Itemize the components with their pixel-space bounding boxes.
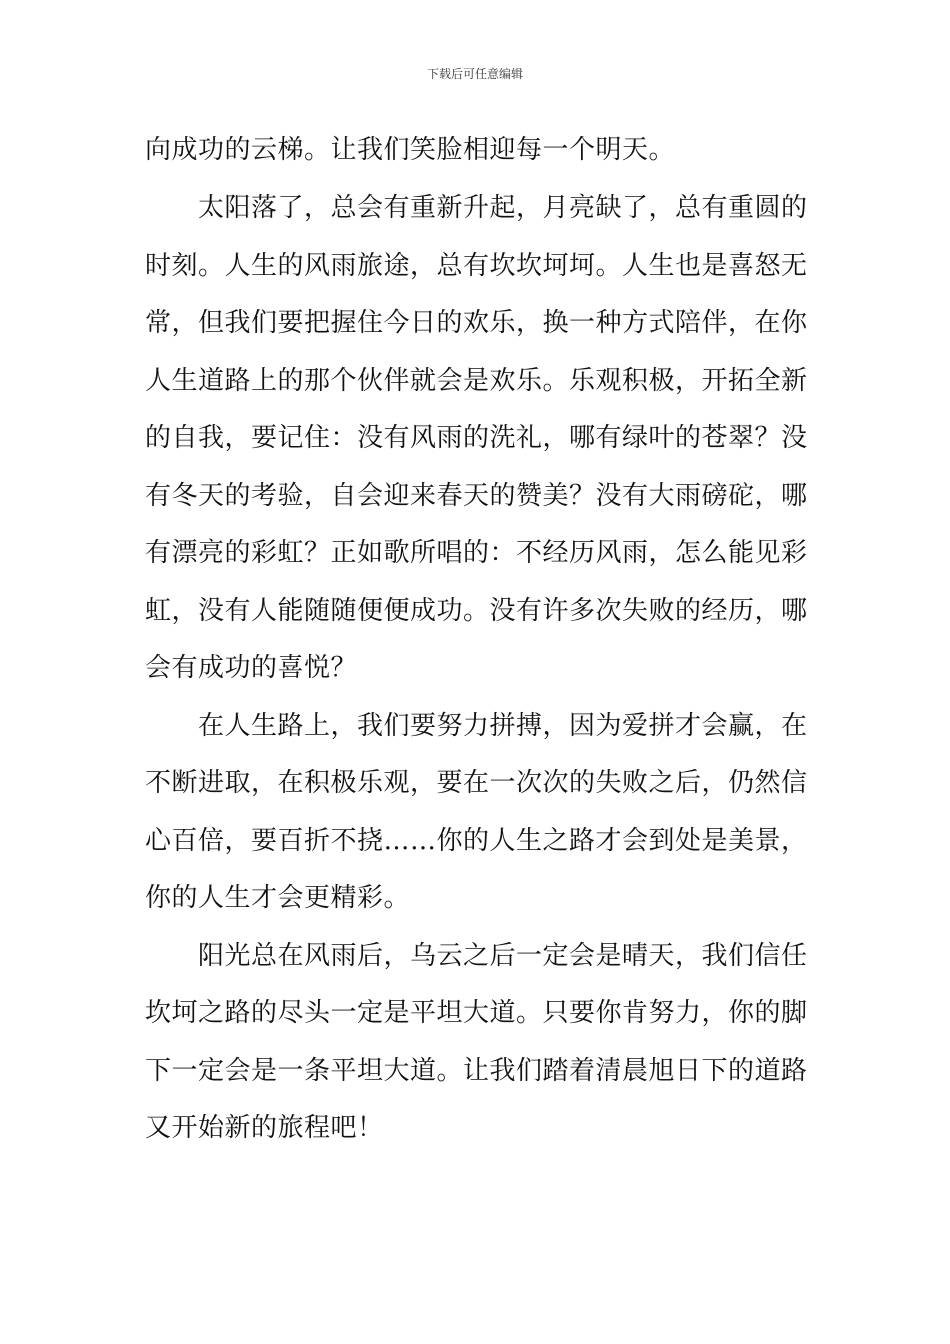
text-line: 不断进取，在积极乐观，要在一次次的失败之后，仍然信: [145, 768, 808, 798]
text-line: 时刻。人生的风雨旅途，总有坎坎坷坷。人生也是喜怒无: [145, 251, 808, 281]
page-header-note: 下载后可任意编辑: [426, 67, 523, 81]
text-line: 坎坷之路的尽头一定是平坦大道。只要你肯努力，你的脚: [145, 998, 808, 1028]
text-line: 的自我，要记住：没有风雨的洗礼，哪有绿叶的苍翠？没: [145, 423, 808, 453]
text-line: 又开始新的旅程吧！: [145, 1113, 384, 1143]
text-line: 心百倍，要百折不挠……你的人生之路才会到处是美景，: [145, 826, 808, 856]
text-line: 有冬天的考验，自会迎来春天的赞美？没有大雨磅砣，哪: [145, 481, 808, 511]
text-line: 向成功的云梯。让我们笑脸相迎每一个明天。: [145, 135, 676, 165]
paragraph-first-line: 在人生路上，我们要努力拼搏，因为爱拼才会赢，在: [198, 711, 808, 741]
text-line: 人生道路上的那个伙伴就会是欢乐。乐观积极，开拓全新: [145, 366, 808, 396]
text-line: 常，但我们要把握住今日的欢乐，换一种方式陪伴，在你: [145, 308, 808, 338]
text-line: 下一定会是一条平坦大道。让我们踏着清晨旭日下的道路: [145, 1056, 808, 1086]
text-line: 会有成功的喜悦？: [145, 653, 358, 683]
paragraph-first-line: 阳光总在风雨后，乌云之后一定会是晴天，我们信任: [198, 941, 808, 971]
text-line: 虹，没有人能随随便便成功。没有许多次失败的经历，哪: [145, 596, 808, 626]
paragraph-first-line: 太阳落了，总会有重新升起，月亮缺了，总有重圆的: [198, 193, 808, 223]
text-line: 有漂亮的彩虹？正如歌所唱的：不经历风雨，怎么能见彩: [145, 538, 808, 568]
text-line: 你的人生才会更精彩。: [145, 883, 411, 913]
